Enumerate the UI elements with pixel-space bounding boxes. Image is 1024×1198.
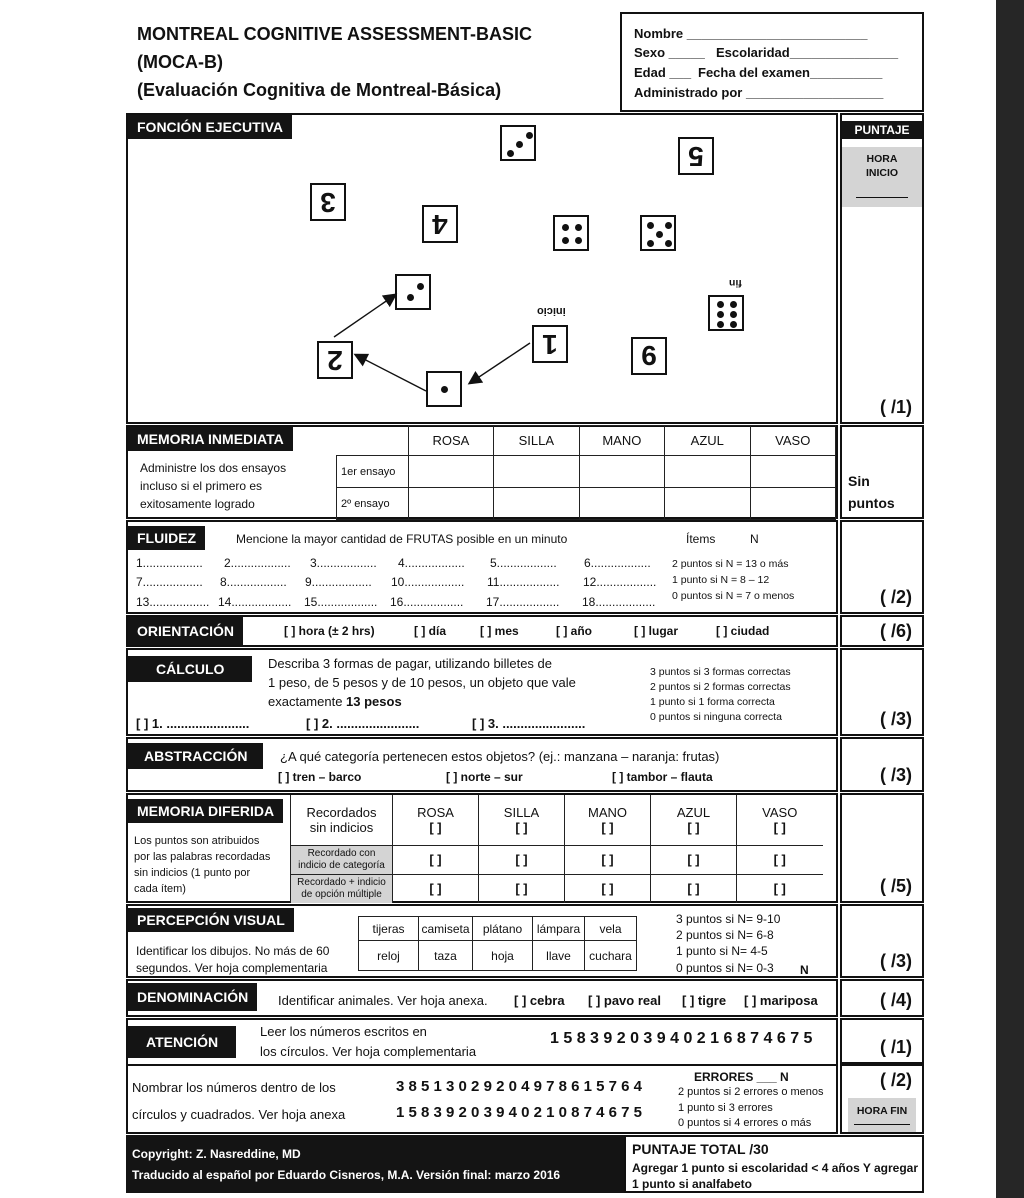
section-label: CÁLCULO — [128, 656, 252, 682]
attention-points-1: ( /1) — [879, 1037, 912, 1057]
section-label: ABSTRACCIÓN — [128, 743, 263, 769]
fluency-points: ( /2) — [879, 587, 912, 607]
name-field[interactable]: Nombre _________________________ — [634, 26, 868, 41]
form-title: MONTREAL COGNITIVE ASSESSMENT-BASIC — [137, 24, 533, 44]
immediate-memory-grid — [336, 425, 836, 520]
calculation-section: CÁLCULO Describa 3 formas de pagar, utilizando billetes de 1 peso, de 5 pesos y de 10 pesos, un objeto que vale exactamente 13 pesos [ ] 1. ....................... [ ] 2. ....................... [ ] 3. ....................... 3 puntos si 3 formas correctas 2 puntos si 2 formas correctas 1 punto si 1 forma correcta 0 puntos si ninguna correcta — [126, 648, 838, 736]
number-sequence-circles: 1 5 8 3 9 2 0 3 9 4 0 2 1 6 8 7 4 6 7 5 — [550, 1030, 813, 1047]
immediate-memory-section: MEMORIA INMEDIATA Administre los dos ensayos incluso si el primero es exitosamente logrado ROSA SILLA MANO AZUL VASO 1er ensayo 2º ensayo — [126, 425, 838, 519]
section-label: FLUIDEZ — [128, 526, 205, 550]
total-score[interactable]: PUNTAJE TOTAL /30 — [632, 1141, 769, 1157]
orientation-place[interactable]: [ ] lugar — [634, 624, 678, 638]
exam-date-field[interactable]: Fecha del examen__________ — [698, 65, 883, 80]
education-field[interactable]: Escolaridad_______________ — [716, 45, 899, 60]
delayed-memory-score-cell — [840, 793, 924, 903]
orientation-score-cell — [840, 615, 924, 647]
end-time-cell[interactable]: HORA FIN — [848, 1098, 916, 1132]
number-sequence-shapes-2: 1 5 8 3 9 2 0 3 9 4 0 2 1 0 8 7 4 6 7 5 — [396, 1104, 643, 1121]
delayed-memory-points: ( /5) — [879, 876, 912, 896]
attention-section: ATENCIÓN Leer los números escritos en los círculos. Ver hoja complementaria 1 5 8 3 9 2 0 3 9 4 0 2 1 6 8 7 4 6 7 5 Nombrar los números dentro de los círculos y cuadrados. Ver hoja anexa 3 8 5 1 3 0 2 9 2 0 4 9 7 8 6 1 5 7 6 4 1 5 8 3 9 2 0 3 9 4 0 2 1 0 8 7 4 6 7 5 ERRORES ___ N 2 puntos si 2 errores o menos 1 punto si 3 errores 0 puntos si 4 errores o más — [126, 1018, 838, 1134]
animal-butterfly[interactable]: [ ] mariposa — [744, 993, 818, 1008]
pair-train-boat[interactable]: [ ] tren – barco — [278, 770, 362, 784]
animal-peacock[interactable]: [ ] pavo real — [588, 993, 661, 1008]
orientation-section — [126, 615, 838, 647]
calculation-points: ( /3) — [879, 709, 912, 729]
section-label: MEMORIA INMEDIATA — [128, 427, 293, 451]
number-sequence-shapes-1: 3 8 5 1 3 0 2 9 2 0 4 9 7 8 6 1 5 7 6 4 — [396, 1078, 643, 1095]
patient-info-box — [620, 12, 924, 112]
end-label: fin — [729, 277, 742, 289]
orientation-hour[interactable]: [ ] hora (± 2 hrs) — [284, 624, 375, 638]
attention-points-2: ( /2) — [879, 1070, 912, 1090]
section-label: PERCEPCIÓN VISUAL — [128, 908, 294, 932]
abstraction-points: ( /3) — [879, 765, 912, 785]
sex-field[interactable]: Sexo _____ — [634, 45, 705, 60]
fluency-section: FLUIDEZ Mencione la mayor cantidad de FRUTAS posible en un minuto Ítems N 1.................. 2.................. 3.................. 4.................. 5.................. 6.................. 7.................. 8.................. 9.................. 10.................. 11.................. 12.................. 13.................. 14.................. 15.................. 16.................. 17.................. 18.................. 2 puntos si N = 13 o más 1 punto si N = 8 – 12 0 puntos si N = 7 o menos — [126, 520, 838, 614]
orientation-month[interactable]: [ ] mes — [480, 624, 519, 638]
number-box-5: 5 — [678, 137, 714, 175]
naming-score-cell — [840, 979, 924, 1017]
executive-function-section — [126, 113, 838, 424]
animal-zebra[interactable]: [ ] cebra — [514, 993, 565, 1008]
naming-points: ( /4) — [879, 990, 912, 1010]
attention-score-cell-1 — [840, 1018, 924, 1064]
form-title-abbrev: (MOCA-B) — [137, 52, 223, 72]
pair-north-south[interactable]: [ ] norte – sur — [446, 770, 523, 784]
orientation-year[interactable]: [ ] año — [556, 624, 592, 638]
trial-1-label: 1er ensayo — [337, 456, 409, 488]
start-label: inicio — [537, 305, 566, 317]
word-mano: MANO — [579, 426, 665, 456]
executive-points: ( /1) — [879, 397, 912, 417]
section-label: DENOMINACIÓN — [128, 983, 257, 1011]
word-azul: AZUL — [665, 426, 750, 456]
delayed-memory-grid: Recordados sin indicios ROSA [ ] SILLA [ ] MANO [ ] AZUL [ ] VASO [ ] Recordado con indicio de categoría [ ] [ ] [ ] [ ] [ ] Recordado + indicio de opción múltiple [ ] [ ] [ ] [ ] [ ] — [290, 795, 823, 903]
visual-perception-score-cell — [840, 904, 924, 978]
executive-score-cell — [840, 113, 924, 424]
form-title-spanish: (Evaluación Cognitiva de Montreal-Básica) — [137, 80, 502, 100]
score-header: PUNTAJE — [842, 121, 922, 139]
pair-drum-flute[interactable]: [ ] tambor – flauta — [612, 770, 713, 784]
word-vaso: VASO — [750, 426, 835, 456]
number-box-3: 3 — [310, 183, 346, 221]
abstraction-section: ABSTRACCIÓN ¿A qué categoría pertenecen estos objetos? (ej.: manzana – naranja: frutas) [ ] tren – barco [ ] norte – sur [ ] tambor – flauta — [126, 737, 838, 792]
calc-answer-2[interactable]: [ ] 2. ....................... — [306, 716, 420, 731]
age-field[interactable]: Edad ___ — [634, 65, 692, 80]
pictures-grid: tijeras camiseta plátano lámpara vela reloj taza hoja llave cuchara — [358, 916, 637, 971]
section-label: ORIENTACIÓN — [128, 617, 243, 645]
trail-arrows — [128, 115, 836, 422]
section-label: FONCIÓN EJECUTIVA — [128, 115, 292, 139]
orientation-city[interactable]: [ ] ciudad — [716, 624, 770, 638]
calc-answer-3[interactable]: [ ] 3. ....................... — [472, 716, 586, 731]
number-box-4: 4 — [422, 205, 458, 243]
number-box-6: 6 — [631, 337, 667, 375]
immediate-memory-score-cell: Sin puntos — [840, 425, 924, 519]
section-label: MEMORIA DIFERIDA — [128, 799, 283, 823]
errors-field[interactable]: ERRORES ___ N — [694, 1070, 789, 1084]
orientation-day[interactable]: [ ] día — [414, 624, 446, 638]
word-rosa: ROSA — [408, 426, 493, 456]
number-box-1: 1 — [532, 325, 568, 363]
viewer-frame-edge — [996, 0, 1024, 1198]
start-time-cell[interactable]: HORA INICIO — [842, 147, 922, 207]
attention-score-cell-2 — [840, 1064, 924, 1134]
animal-tiger[interactable]: [ ] tigre — [682, 993, 727, 1008]
total-score-box: PUNTAJE TOTAL /30 Agregar 1 punto si escolaridad < 4 años Y agregar 1 punto si analfabeto — [624, 1135, 924, 1193]
visual-perception-points: ( /3) — [879, 951, 912, 971]
section-label: ATENCIÓN — [128, 1026, 236, 1058]
abstraction-score-cell — [840, 737, 924, 792]
number-box-2: 2 — [317, 341, 353, 379]
orientation-points: ( /6) — [879, 621, 912, 641]
trial-2-label: 2º ensayo — [337, 488, 409, 520]
calculation-score-cell — [840, 648, 924, 736]
calc-answer-1[interactable]: [ ] 1. ....................... — [136, 716, 250, 731]
visual-perception-section: PERCEPCIÓN VISUAL Identificar los dibujos. No más de 60 segundos. Ver hoja complementaria tijeras camiseta plátano lámpara vela reloj taza hoja llave cuchara 3 puntos si N= 9-10 2 puntos si N= 6-8 1 punto si N= 4-5 0 puntos si N= 0-3 N — [126, 904, 838, 978]
fluency-score-cell — [840, 520, 924, 614]
delayed-memory-section: MEMORIA DIFERIDA Los puntos son atribuidos por las palabras recordadas sin indicios (1 punto por cada ítem) Recordados sin indicios ROSA [ ] SILLA [ ] MANO [ ] AZUL [ ] VASO [ ] Recordado con indicio de categoría [ ] [ ] [ ] [ ] [ ] Recordado + indicio de opción múltiple [ ] [ ] [ ] [ ] [ ] — [126, 793, 838, 903]
copyright-bar: Copyright: Z. Nasreddine, MD Traducido al español por Eduardo Cisneros, M.A. Versión final: marzo 2016 — [126, 1135, 624, 1193]
word-silla: SILLA — [494, 426, 579, 456]
naming-section: DENOMINACIÓN Identificar animales. Ver hoja anexa. [ ] cebra [ ] pavo real [ ] tigre [ ] mariposa — [126, 979, 838, 1017]
administered-by-field[interactable]: Administrado por ___________________ — [634, 85, 884, 100]
